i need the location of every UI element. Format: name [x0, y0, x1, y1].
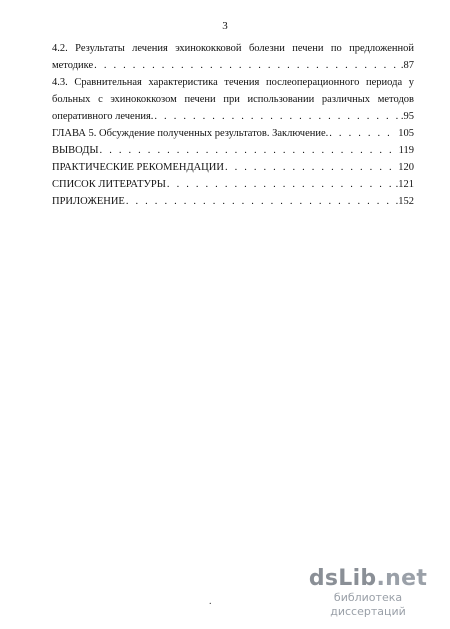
toc-line: 4.2. Результаты лечения эхинококковой болезни печени по предложенной	[52, 43, 414, 54]
toc-page-number: 119	[398, 145, 414, 156]
toc-page-number: 120	[398, 162, 414, 173]
toc-entry-chapter-5	[52, 125, 414, 142]
toc-page-number: .87	[400, 60, 414, 71]
toc-page-number: .95	[400, 111, 414, 122]
toc-title: ГЛАВА 5. Обсуждение полученных результатов. Заключение.	[52, 128, 329, 139]
dot-leader	[225, 159, 397, 176]
toc-line: 4.3. Сравнительная характеристика течения послеоперационного периода у	[52, 77, 414, 88]
toc-title: ПРАКТИЧЕСКИЕ РЕКОМЕНДАЦИИ	[52, 162, 224, 173]
toc-page-number: .121	[395, 179, 414, 190]
toc-entry-conclusions	[52, 142, 414, 159]
toc-entry-4-2	[52, 40, 414, 74]
toc-entry-references	[52, 176, 414, 193]
dot-leader	[154, 108, 399, 125]
dot-leader	[329, 125, 397, 142]
dot-leader	[126, 193, 395, 210]
toc-title: СПИСОК ЛИТЕРАТУРЫ	[52, 179, 166, 190]
toc-title: методике	[52, 60, 94, 71]
toc-page-number: .152	[395, 196, 414, 207]
toc-page-number: 105	[398, 128, 414, 139]
toc-title: ПРИЛОЖЕНИЕ	[52, 196, 125, 207]
dot-leader	[100, 142, 398, 159]
toc-title: оперативного лечения.	[52, 111, 154, 122]
toc-entry-recommendations	[52, 159, 414, 176]
watermark-logo-accent: .net	[376, 566, 428, 591]
toc-line: больных с эхинококкозом печени при использовании различных методов	[52, 94, 414, 105]
watermark-logo-main: dsLib	[308, 566, 377, 591]
toc-entry-4-3	[52, 74, 414, 125]
watermark-logo	[298, 567, 438, 591]
watermark	[298, 567, 438, 619]
stray-mark: .	[209, 596, 212, 607]
toc-entry-appendix	[52, 193, 414, 210]
page-number: 3	[222, 20, 228, 32]
table-of-contents	[52, 40, 414, 210]
watermark-subtitle: библиотека диссертаций	[330, 591, 406, 618]
dot-leader	[94, 57, 400, 74]
dot-leader	[167, 176, 395, 193]
toc-title: ВЫВОДЫ	[52, 145, 99, 156]
